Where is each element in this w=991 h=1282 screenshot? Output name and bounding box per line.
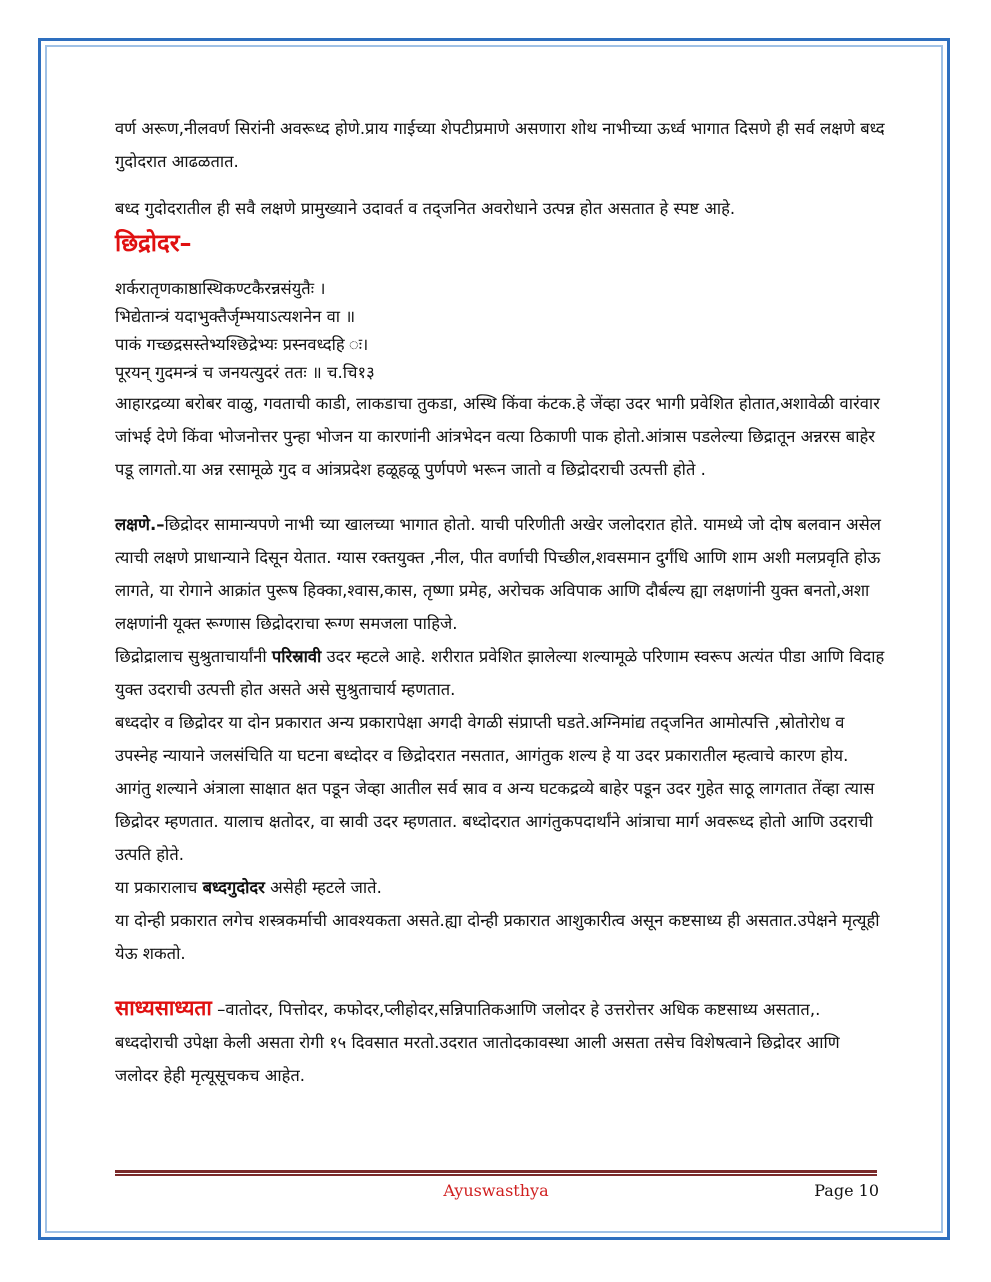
shloka-line-2: भिद्येतान्त्रं यदाभुक्तैर्जृम्भयाऽत्यशनेन वा ॥ <box>115 307 356 326</box>
shloka-line-1: शर्करातृणकाष्ठास्थिकण्टकैरन्नसंयुतैः । <box>115 279 326 298</box>
baddhagudodar-bold: बध्दगुदोदर <box>202 878 265 897</box>
heading-chhidrodar: छिद्रोदर– <box>115 229 192 257</box>
shloka-block <box>115 275 885 387</box>
lakshane-text: छिद्रोदर सामान्यपणे नाभी च्या खालच्या भागात होतो. याची परिणीती अखेर जलोदरात होते. यामध्ये जो दोष बलवान असेल त्याची लक्षणे प्राधान्याने दिसून येतात. ग्यास रक्तयुक्त ,नील, पीत वर्णाची पिच्छील,शवसमान दुर्गंधि आणि शाम अशी मलप्रवृति होऊ लागते, या रोगाने आक्रांत पुरूष हिक्का,श्वास,कास, तृष्णा प्रमेह, अरोचक अविपाक आणि दौर्बल्य ह्या लक्षणांनी युक्त बनतो,अशा लक्षणांनी यूक्त रूग्णास छिद्रोदराचा रूग्ण समजला पाहिजे. <box>115 515 881 633</box>
sadhya-paragraph <box>115 992 885 1092</box>
paragraph-1: वर्ण अरूण,नीलवर्ण सिरांनी अवरूध्द होणे.प्राय गाईच्या शेपटीप्रमाणे असणारा शोथ नाभीच्या ऊर्ध्व भागात दिसणे ही सर्व लक्षणे बध्द गुदोदरात आढळतात. <box>115 119 885 171</box>
page-content <box>115 112 885 1092</box>
footer-divider <box>115 1170 877 1176</box>
paragraph-2: बध्द गुदोदरातील ही सवै लक्षणे प्रामुख्याने उदावर्त व तद्‌जनित अवरोधाने उत्पन्न होत असतात हे स्पष्ट आहे. <box>115 199 736 218</box>
lakshane-label: लक्षणे.– <box>115 515 165 534</box>
baddhagudodar-line <box>115 871 885 904</box>
sadhya-text: –वातोदर, पित्तोदर, कफोदर,प्लीहोदर,सन्निपातिकआणि जलोदर हे उत्तरोत्तर अधिक कष्टसाध्य असतात,. बध्ददोराची उपेक्षा केली असता रोगी १५ दिवसात मरतो.उदरात जातोदकावस्था आली असता तसेच विशेषत्वाने छिद्रोदर आणि जलोदर हेही मृत्यूसूचकच आहेत. <box>115 1000 840 1085</box>
parisravi-bold: परिस्रावी <box>271 647 322 666</box>
baddhagudodar-before: या प्रकारालाच <box>115 878 203 897</box>
baddhagudodar-after: असेही म्हटले जाते. <box>264 878 382 897</box>
shloka-line-3: पाकं गच्छद्रसस्तेभ्यश्छिद्रेभ्यः प्रस्नवध्दहि ः। <box>115 335 369 354</box>
parisravi-before: छिद्रोद्रालाच सुश्रुताचार्यांनी <box>115 647 272 666</box>
surgery-paragraph: या दोन्ही प्रकारात लगेच शस्त्रकर्माची आवश्यकता असते.ह्या दोन्ही प्रकारात आशुकारीत्व असून कष्टसाध्य ही असतात.उपेक्षने मृत्यूही येऊ शकतो. <box>115 911 880 963</box>
lakshane-paragraph <box>115 508 885 640</box>
footer-title: Ayuswasthya <box>443 1181 549 1200</box>
explanation-paragraph: आहारद्रव्या बरोबर वाळु, गवताची काडी, लाकडाचा तुकडा, अस्थि किंवा कंटक.हे जेंव्हा उदर भागी प्रवेशित होतात,अशावेळी वारंवार जांभई देणे किंवा भोजनोत्तर पुन्हा भोजन या कारणांनी आंत्रभेदन वत्या ठिकाणी पाक होतो.आंत्रास पडलेल्या छिद्रातून अन्नरस बाहेर पडू लागतो.या अन्न रसामूळे गुद व आंत्रप्रदेश हळूहळू पुर्णपणे भरून जातो व छिद्रोदराची उत्पत्ती होते . <box>115 394 880 479</box>
comparison-paragraph: बध्ददोर व छिद्रोदर या दोन प्रकारात अन्य प्रकारापेक्षा अगदी वेगळी संप्राप्ती घडते.अग्निमांद्य तद्‌जनित आमोत्पत्ति ,स्रोतोरोध व उपस्नेह न्यायाने जलसंचिति या घटना बध्दोदर व छिद्रोदरात नसतात, आगंतुक शल्य हे या उदर प्रकारातील म्हत्वाचे कारण होय. आगंतु शल्याने अंत्राला साक्षात क्षत पडून जेव्हा आतील सर्व स्राव व अन्य घटकद्रव्ये बाहेर पडून उदर गुहेत साठू लागतात तेंव्हा त्यास छिद्रोदर म्हणतात. यालाच क्षतोदर, वा स्रावी उदर म्हणतात. बध्दोदरात आगंतुकपदार्थांने आंत्राचा मार्ग अवरूध्द होतो आणि उदराची उत्पति होते. <box>115 713 875 864</box>
parisravi-after: उदर म्हटले आहे. शरीरात प्रवेशित झालेल्या शल्यामूळे परिणाम स्वरूप अत्यंत पीडा आणि विदाह युक्त उदराची उत्पत्ती होत असते असे सुश्रुताचार्य म्हणतात. <box>115 647 885 699</box>
parisravi-paragraph <box>115 640 885 706</box>
shloka-line-4: पूरयन् गुदमन्त्रं च जनयत्युदरं ततः ॥ च.चि१३ <box>115 363 375 382</box>
footer-page-number: Page 10 <box>814 1181 879 1200</box>
sadhya-label: साध्यसाध्यता <box>115 996 212 1020</box>
